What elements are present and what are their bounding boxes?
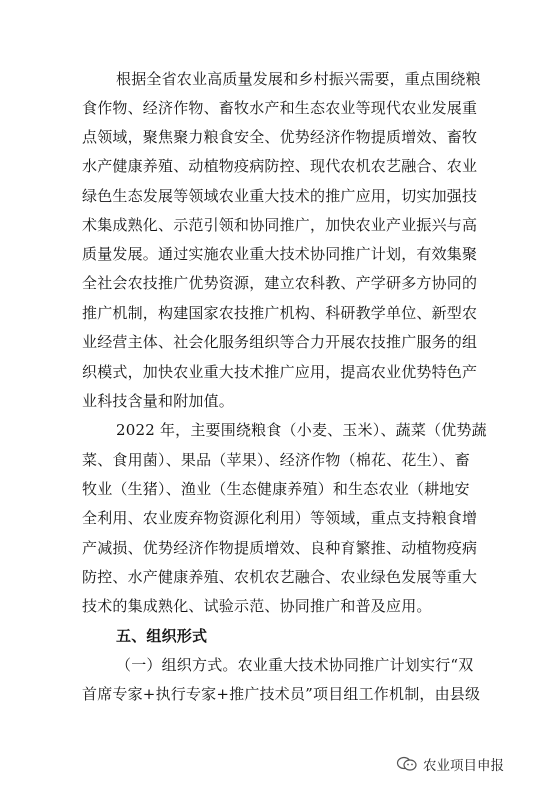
text-line: 全利用、农业废弃物资源化利用）等领域，重点支持粮食增 [82,509,478,527]
text-line: 根据全省农业高质量发展和乡村振兴需要，重点围绕粮 [116,70,481,88]
watermark-text: 农业项目申报 [423,758,504,774]
text-line: 产减损、优势经济作物提质增效、良种育繁推、动植物疫病 [82,539,478,557]
text-line: 食作物、经济作物、畜牧水产和生态农业等现代农业发展重 [82,99,478,117]
source-watermark [396,754,504,774]
text-line: 业科技含量和附加值。 [82,392,235,410]
text-line: 术集成熟化、示范引领和协同推广，加快农业产业振兴与高 [82,216,478,234]
text-line: 防控、水产健康养殖、农机农艺融合、农业绿色发展等重大 [82,568,478,586]
text-line: 牧业（生猪）、渔业（生态健康养殖）和生态农业（耕地安 [82,480,470,498]
section-heading: 五、组织形式 [116,627,208,645]
text-line: 点领域，聚焦聚力粮食安全、优势经济作物提质增效、畜牧 [82,128,478,146]
text-line: 业经营主体、社会化服务组织等合力开展农技推广服务的组 [82,333,478,351]
text-line: 推广机制，构建国家农技推广机构、科研教学单位、新型农 [82,304,478,322]
text-line: 技术的集成熟化、试验示范、协同推广和普及应用。 [82,597,432,615]
text-line: 全社会农技推广优势资源，建立农科教、产学研多方协同的 [82,274,478,292]
text-line: （一）组织方式。农业重大技术协同推广计划实行“双 [116,656,474,674]
text-line: 菜、食用菌）、果品（苹果）、经济作物（棉花、花生）、畜 [82,451,470,469]
text-line: 织模式，加快农业重大技术推广应用，提高农业优势特色产 [82,363,478,381]
text-line: 水产健康养殖、动植物疫病防控、现代农机农艺融合、农业 [82,157,478,175]
text-line: 2022 年，主要围绕粮食（小麦、玉米）、蔬菜（优势蔬 [116,421,487,439]
text-line: 质量发展。通过实施农业重大技术协同推广计划，有效集聚 [82,245,478,263]
text-line: 绿色生态发展等领域农业重大技术的推广应用，切实加强技 [82,187,478,205]
wechat-channel-icon [396,755,418,773]
text-line: 首席专家+执行专家+推广技术员”项目组工作机制，由县级 [82,685,481,703]
